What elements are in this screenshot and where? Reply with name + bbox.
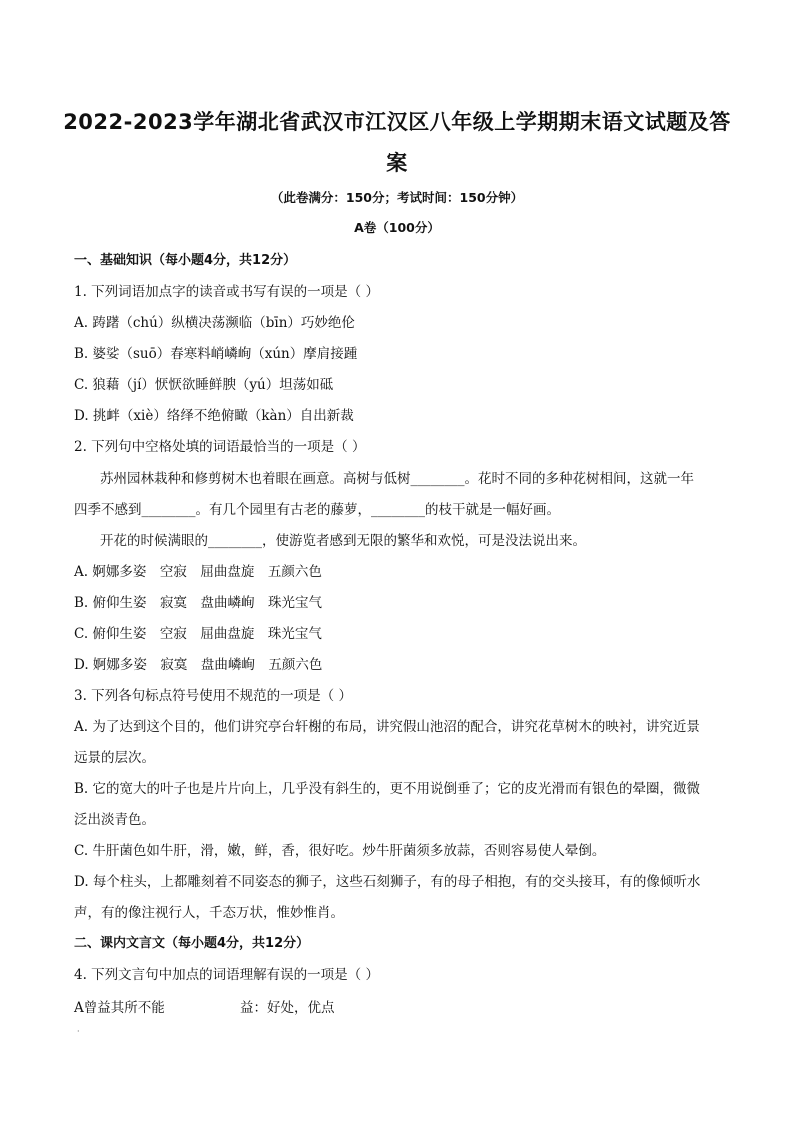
question-2-option-a: A. 婀娜多姿 空寂 屈曲盘旋 五颜六色 — [74, 564, 322, 580]
question-4-item-sentence: A曾益其所不能 — [74, 1000, 165, 1016]
question-1-option-c: C. 狼藉（jí）恹恹欲睡鲜腴（yú）坦荡如砥 — [74, 377, 334, 393]
question-4-item-meaning: 益：好处，优点 — [240, 1000, 335, 1016]
question-2-option-d: D. 婀娜多姿 寂寞 盘曲嶙峋 五颜六色 — [74, 657, 323, 673]
question-4-stem: 4. 下列文言句中加点的词语理解有误的一项是（ ） — [74, 967, 379, 983]
question-3-option-a-cont: 远景的层次。 — [74, 750, 155, 766]
question-3-option-a: A. 为了达到这个目的，他们讲究亭台轩榭的布局，讲究假山池沼的配合，讲究花草树木的映衬，讲究近景 — [74, 719, 700, 735]
question-2-option-c: C. 俯仰生姿 空寂 屈曲盘旋 珠光宝气 — [74, 626, 322, 642]
question-3-option-d-cont: 声，有的像注视行人，千态万状，惟妙惟肖。 — [74, 905, 344, 921]
section-heading-2: 二、课内文言文（每小题4分，共12分） — [74, 936, 310, 951]
question-3-option-c: C. 牛肝菌色如牛肝，滑，嫩，鲜，香，很好吃。炒牛肝菌须多放蒜，否则容易使人晕倒。 — [74, 843, 606, 859]
question-4-item-a — [74, 996, 724, 1016]
emphasis-dot: · — [77, 1027, 80, 1036]
question-1-option-a: A. 踌躇（chú）纵横决荡濒临（bīn）巧妙绝伦 — [74, 315, 355, 331]
document-title-line2: 案 — [386, 151, 408, 175]
question-2-passage-line: 苏州园林栽种和修剪树木也着眼在画意。高树与低树________。花时不同的多种花树相间，这就一年 — [100, 471, 694, 487]
exam-info: （此卷满分：150分；考试时间：150分钟） — [270, 190, 524, 205]
volume-label: A卷（100分） — [354, 220, 440, 235]
section-heading-1: 一、基础知识（每小题4分，共12分） — [74, 253, 297, 268]
question-3-option-b: B. 它的宽大的叶子也是片片向上，几乎没有斜生的，更不用说倒垂了；它的皮光滑而有银色的晕圈，微微 — [74, 781, 701, 797]
question-3-option-d: D. 每个柱头，上都雕刻着不同姿态的狮子，这些石刻狮子，有的母子相抱，有的交头接耳，有的像倾听水 — [74, 874, 701, 890]
question-2-passage-line: 开花的时候满眼的________，使游览者感到无限的繁华和欢悦，可是没法说出来。 — [100, 533, 586, 549]
question-2-passage-line: 四季不感到________。有几个园里有古老的藤萝，________的枝干就是一幅好画。 — [74, 502, 560, 518]
question-1-option-d: D. 挑衅（xiè）络绎不绝俯瞰（kàn）自出新裁 — [74, 408, 354, 424]
document-title-line1: 2022-2023学年湖北省武汉市江汉区八年级上学期期末语文试题及答 — [63, 110, 731, 134]
question-2-option-b: B. 俯仰生姿 寂寞 盘曲嶙峋 珠光宝气 — [74, 595, 323, 611]
question-1-option-b: B. 婆娑（suō）春寒料峭嶙峋（xún）摩肩接踵 — [74, 346, 358, 362]
question-3-stem: 3. 下列各句标点符号使用不规范的一项是（ ） — [74, 688, 352, 704]
question-2-stem: 2. 下列句中空格处填的词语最恰当的一项是（ ） — [74, 439, 366, 455]
question-1-stem: 1. 下列词语加点字的读音或书写有误的一项是（ ） — [74, 284, 379, 300]
question-3-option-b-cont: 泛出淡青色。 — [74, 812, 155, 828]
